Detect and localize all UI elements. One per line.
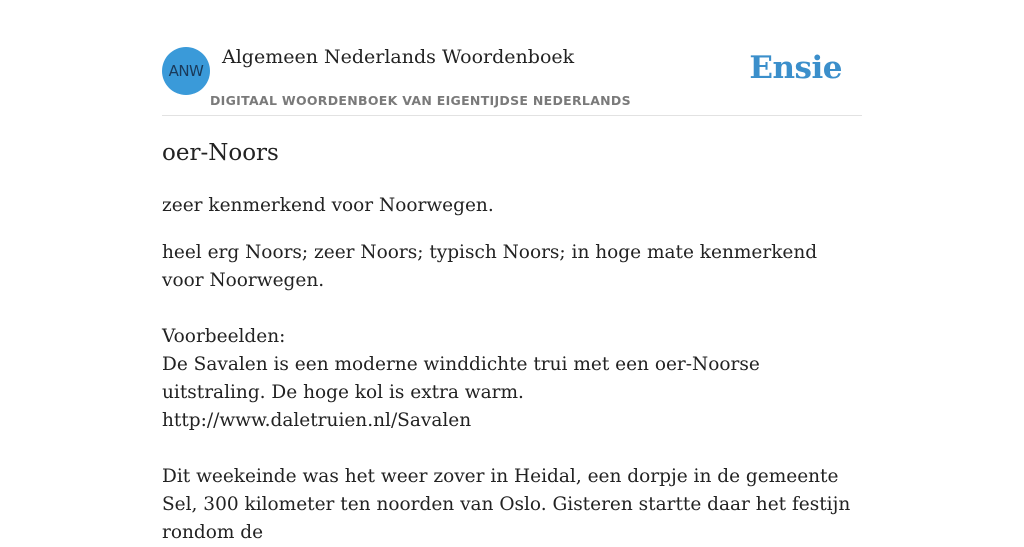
logo-text: ANW <box>168 62 204 80</box>
example-text: De Savalen is een moderne winddichte trui met een oer-Noorse uitstraling. De hoge kol is extra warm. <box>162 354 760 403</box>
spacer <box>162 295 862 323</box>
spacer <box>162 435 862 463</box>
long-definition: heel erg Noors; zeer Noors; typisch Noors; in hoge mate kenmerkend voor Noorwegen. <box>162 242 818 291</box>
entry-content <box>162 192 862 547</box>
ensie-brand-logo[interactable]: Ensie <box>749 50 842 86</box>
page-container <box>162 0 862 543</box>
example-text: Dit weekeinde was het weer zover in Heidal, een dorpje in de gemeente Sel, 300 kilometer ten noorden van Oslo. Gisteren startte daar het festijn rondom de <box>162 466 851 543</box>
example-source: http://www.daletruien.nl/Savalen <box>162 410 472 431</box>
anw-logo[interactable] <box>162 47 210 95</box>
short-definition: zeer kenmerkend voor Noorwegen. <box>162 195 494 216</box>
site-title[interactable]: Algemeen Nederlands Woordenboek <box>222 46 575 68</box>
examples-label: Voorbeelden: <box>162 326 286 347</box>
site-header <box>162 0 862 116</box>
page-title: oer-Noors <box>162 140 279 166</box>
site-subtitle: DIGITAAL WOORDENBOEK VAN EIGENTIJDSE NEDERLANDS <box>210 93 631 108</box>
